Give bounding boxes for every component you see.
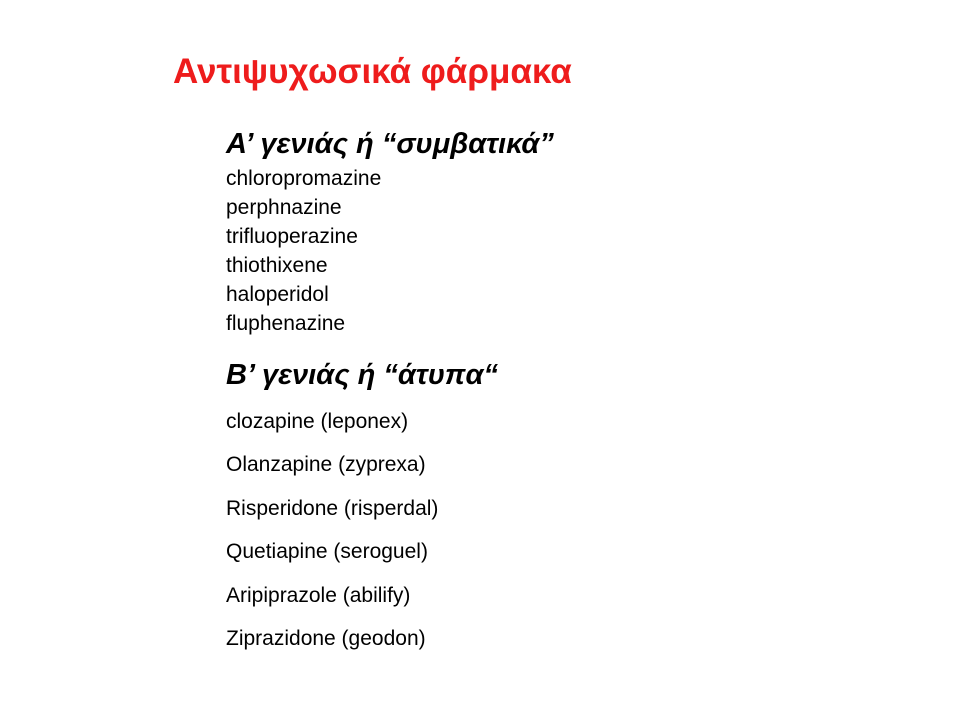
list-item: Ziprazidone (geodon): [226, 626, 426, 650]
section-a-heading: Α’ γενιάς ή “συμβατικά”: [226, 128, 554, 160]
section-b-heading: Β’ γενιάς ή “άτυπα“: [226, 359, 499, 391]
list-item: Quetiapine (seroguel): [226, 540, 428, 564]
list-item: fluphenazine: [226, 312, 346, 335]
slide-title: Αντιψυχωσικά φάρμακα: [173, 52, 572, 91]
list-item: trifluoperazine: [226, 225, 358, 248]
list-item: chloropromazine: [226, 167, 382, 190]
list-item: Olanzapine (zyprexa): [226, 453, 426, 477]
section-a-list: [226, 164, 381, 338]
section-b-list: [226, 400, 438, 660]
list-item: haloperidol: [226, 283, 329, 306]
list-item: perphnazine: [226, 196, 342, 219]
list-item: Risperidone (risperdal): [226, 496, 439, 520]
list-item: Aripiprazole (abilify): [226, 583, 411, 607]
list-item: thiothixene: [226, 254, 328, 277]
list-item: clozapine (leponex): [226, 410, 409, 433]
